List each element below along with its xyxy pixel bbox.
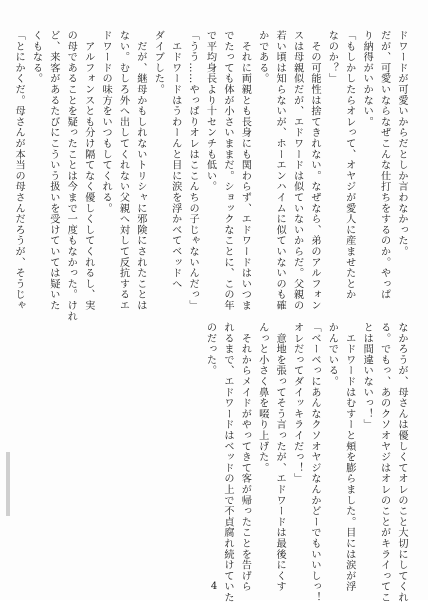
text-line: それからメイドがやってきて客が帰ったことを告げら [239, 322, 251, 592]
text-line: とは間違いないっ！」 [361, 322, 373, 430]
text-line: 意地を張ってそう言ったが、エドワードは最後にくす [274, 322, 286, 592]
text-line: ダイブした。 [152, 30, 164, 95]
text-line: 若い頃は知らないが、ホーエンハイムに似ていないのも確 [274, 30, 286, 311]
text-line: オレだってダイッキライだっ！」 [291, 322, 303, 484]
text-line: くもなる。 [30, 30, 42, 84]
text-line: でたっても体が小さいままだ。ショックなことに、この年 [221, 30, 233, 311]
text-line: スは母親似だが、エドワードは似ていないからだ。父親の [291, 30, 303, 311]
text-line: る。でもっ、あのクソオヤジはオレのことがキライってこ [378, 322, 390, 603]
text-line: 「もしかしたらオレって、オヤジが愛人に産ませたとか [343, 30, 355, 300]
text-line: その可能性は捨てきれない。なぜなら、弟のアルフォン [308, 30, 320, 311]
text-line: なのか？」 [326, 30, 338, 84]
text-line: ドワードの味方をいつもしてくれる。 [100, 30, 112, 214]
text-line: れるまで、エドワードはベッドの上で不貞腐れ続けていた [221, 322, 233, 603]
text-line: 「うう……やっぱりオレはここんちの子じゃないんだっ」 [187, 30, 199, 311]
text-line: のだった。 [204, 322, 216, 376]
lower-text-block [201, 322, 410, 603]
text-line: かである。 [256, 30, 268, 84]
text-line: の母であることを疑ったことは今まで一度もなかった。けれ [65, 30, 77, 322]
text-line: り納得がいかない。 [361, 30, 373, 128]
text-line: ない。むしろ外へ出してくれない父親へ対して反抗するエ [117, 30, 129, 311]
text-line: ドワードが可愛いからだとしか言わなかった。 [396, 30, 407, 257]
text-line: それに両親とも長身にも関わらず、エドワードはいつま [239, 30, 251, 311]
text-line: 「とにかくだ。母さんが本当の母さんだろうが、そうじゃ [13, 30, 25, 311]
page-number: 4 [210, 581, 218, 592]
upper-text-block [10, 30, 410, 322]
text-line: かんでいる。 [326, 322, 338, 387]
scan-mark [6, 452, 10, 516]
text-line: ど、来客があるたびにこういう扱いを受けていては疑いた [47, 30, 59, 311]
text-line: なかろうが、母さんは優しくてオレのこと大切にしてくれ [396, 322, 407, 603]
text-line: で平均身長より十センチも低い。 [204, 30, 216, 192]
text-line: だが、継母かもしれないトリシャに邪険にされたことは [134, 30, 146, 311]
text-line: だが、可愛いならなぜこんな仕打ちをするのか。やっぱ [378, 30, 390, 300]
text-line: 「ベーベっにあんなクソオヤジなんかどーでもいいしっ！ [308, 322, 320, 603]
text-line: エドワードはうわーんと目に涙を浮かべてベッドへ [169, 30, 181, 290]
text-line: エドワードはむすーと頬を膨らました。目には涙が浮 [343, 322, 355, 592]
text-line: アルフォンスとも分け隔てなく優しくしてくれるし、実 [82, 30, 94, 311]
text-line: んっと小さく鼻を啜り上げた。 [256, 322, 268, 474]
